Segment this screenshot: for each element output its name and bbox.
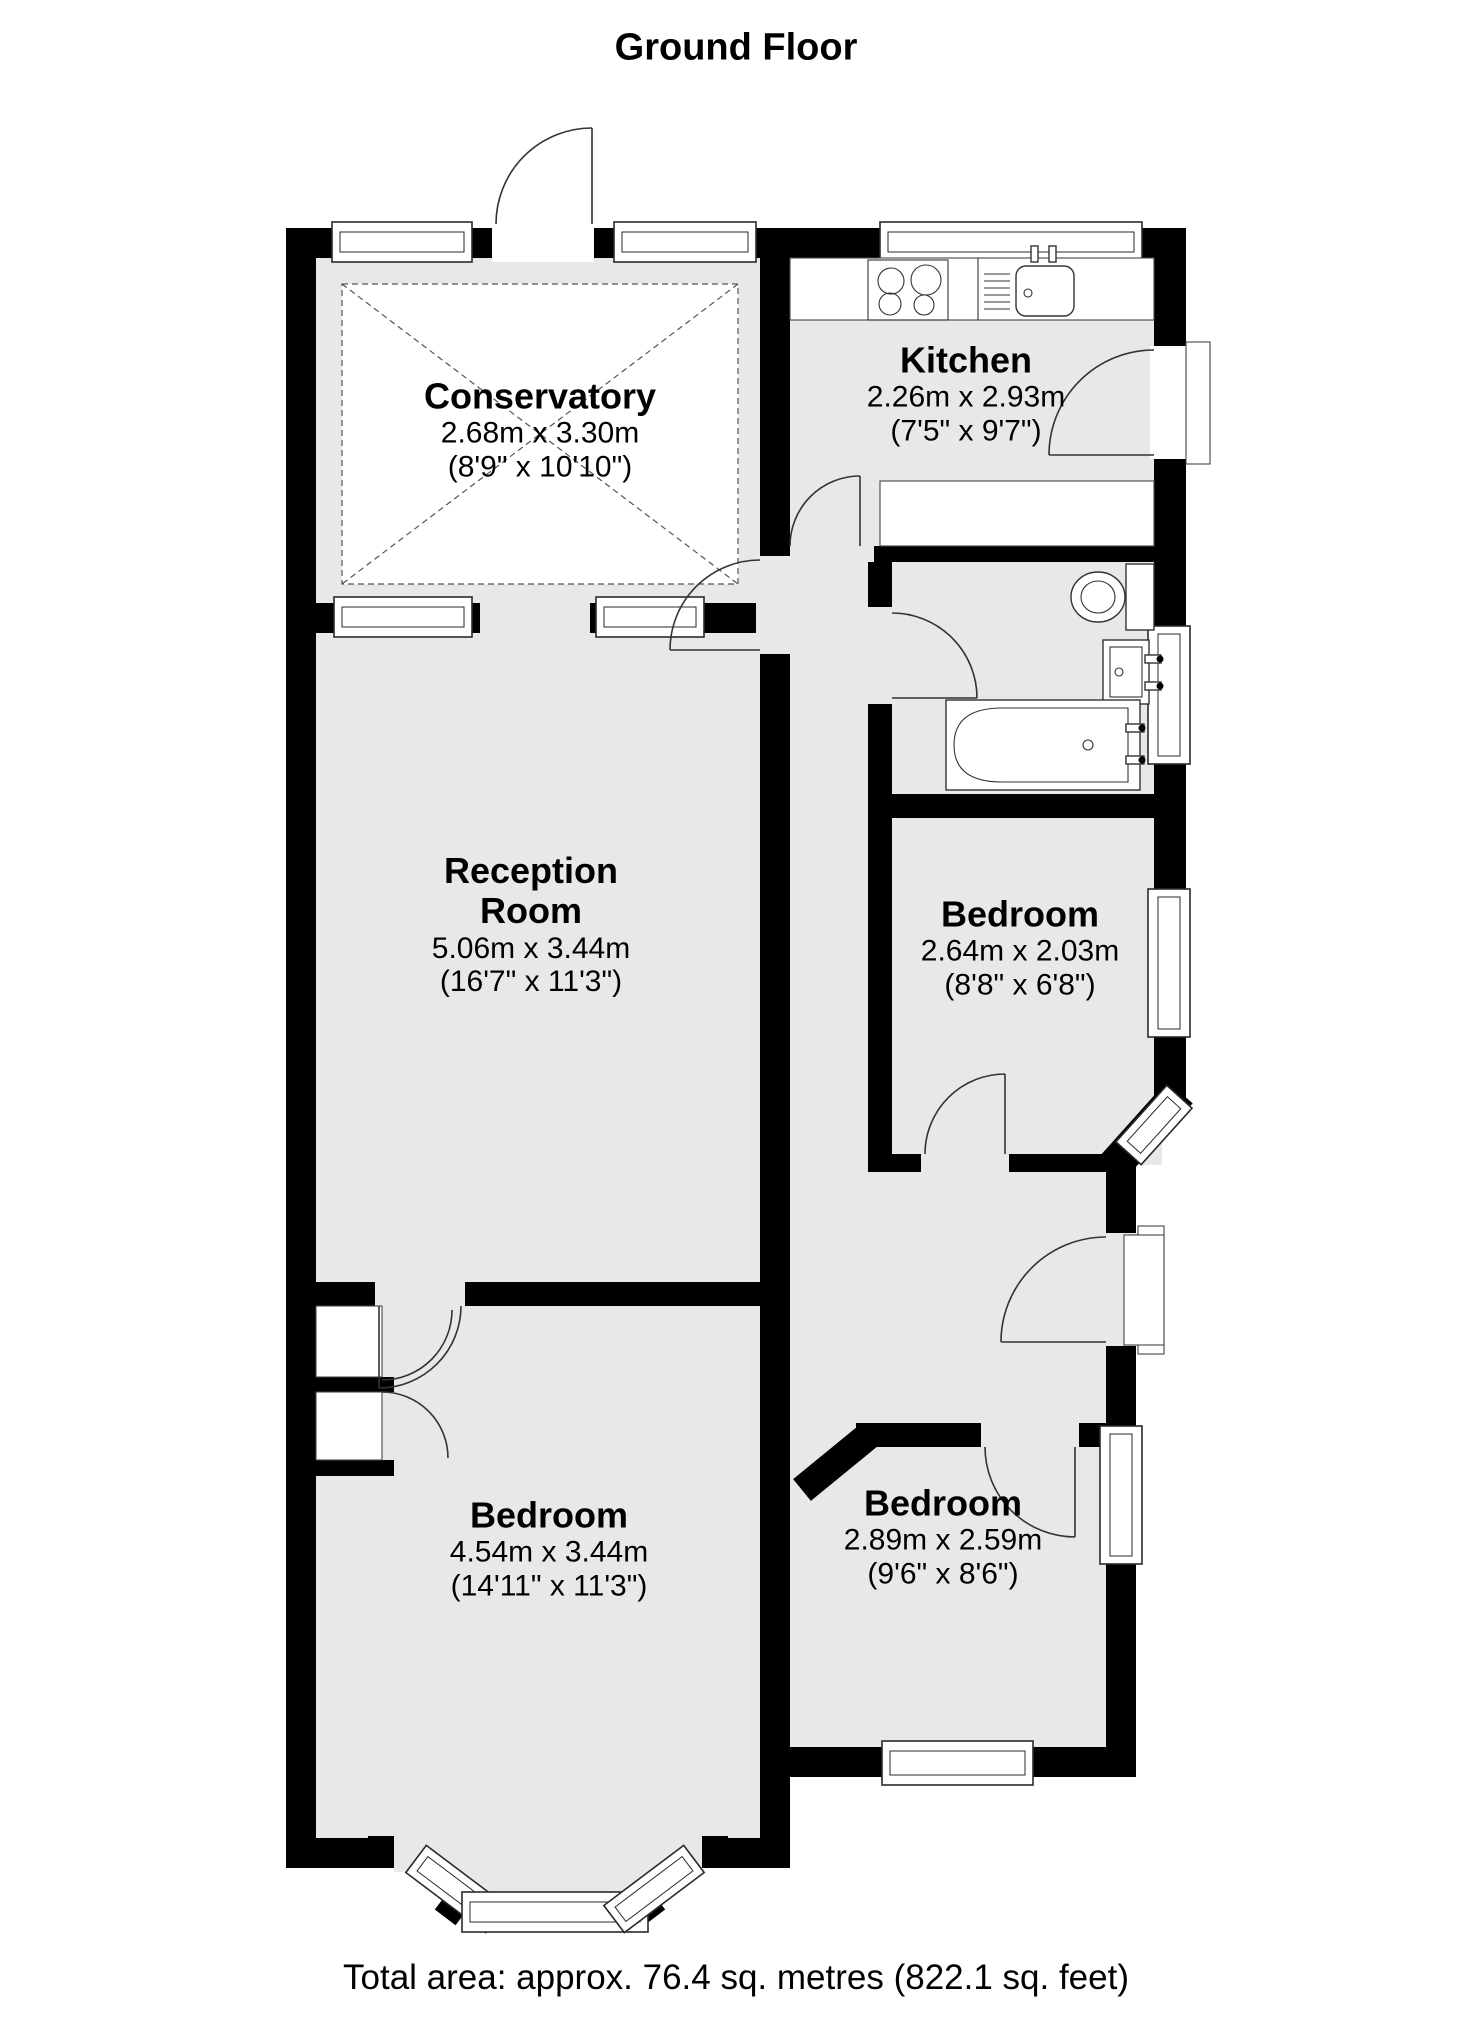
room-label-bedroom-left bbox=[450, 1495, 648, 1603]
front-door-threshold bbox=[1124, 1226, 1164, 1354]
room-dim-imperial: (9'6" x 8'6") bbox=[867, 1557, 1019, 1591]
room-dim-imperial: (7'5" x 9'7") bbox=[890, 414, 1042, 448]
bedroom-bottom-rear-window bbox=[882, 1741, 1033, 1785]
room-name: Kitchen bbox=[899, 339, 1032, 381]
room-label-bedroom-right bbox=[921, 894, 1119, 1002]
room-label-bedroom-bottom bbox=[844, 1483, 1042, 1591]
bathtub-icon bbox=[946, 700, 1146, 790]
room-dim-metric: 2.89m x 2.59m bbox=[843, 1523, 1043, 1557]
conservatory-inner-window-right bbox=[596, 597, 704, 637]
room-dim-imperial: (16'7" x 11'3") bbox=[439, 965, 623, 999]
room-name: Bedroom bbox=[863, 1482, 1022, 1524]
page-title: Ground Floor bbox=[614, 26, 858, 69]
room-dim-metric: 5.06m x 3.44m bbox=[431, 931, 631, 965]
room-name: Reception Room bbox=[443, 850, 619, 932]
room-name: Conservatory bbox=[423, 375, 657, 417]
conservatory-door-arc bbox=[496, 128, 592, 224]
kitchen-units bbox=[880, 481, 1154, 546]
room-dim-imperial: (8'9" x 10'10") bbox=[447, 450, 633, 484]
room-dim-metric: 2.64m x 2.03m bbox=[920, 934, 1120, 968]
total-area-text: Total area: approx. 76.4 sq. metres (822.1 sq. feet) bbox=[343, 1958, 1129, 1997]
conservatory-inner-window-left bbox=[334, 597, 472, 637]
conservatory-window-left bbox=[332, 222, 472, 262]
room-label-conservatory bbox=[424, 376, 656, 484]
room-name: Bedroom bbox=[940, 893, 1099, 935]
room-label-kitchen bbox=[867, 340, 1065, 448]
room-dim-metric: 4.54m x 3.44m bbox=[449, 1535, 649, 1569]
room-dim-metric: 2.26m x 2.93m bbox=[866, 380, 1066, 414]
conservatory-window-right bbox=[614, 222, 756, 262]
room-dim-imperial: (14'11" x 11'3") bbox=[450, 1569, 648, 1603]
room-name: Bedroom bbox=[469, 1494, 628, 1536]
room-label-reception bbox=[406, 851, 656, 999]
bathroom-window bbox=[1148, 626, 1190, 764]
bedroom-bottom-side-window bbox=[1100, 1426, 1142, 1564]
kitchen-window bbox=[880, 222, 1142, 262]
kitchen-door-threshold bbox=[1186, 342, 1210, 464]
room-dim-imperial: (8'8" x 6'8") bbox=[944, 968, 1096, 1002]
room-dim-metric: 2.68m x 3.30m bbox=[440, 416, 640, 450]
bedroom-right-window bbox=[1148, 889, 1190, 1037]
